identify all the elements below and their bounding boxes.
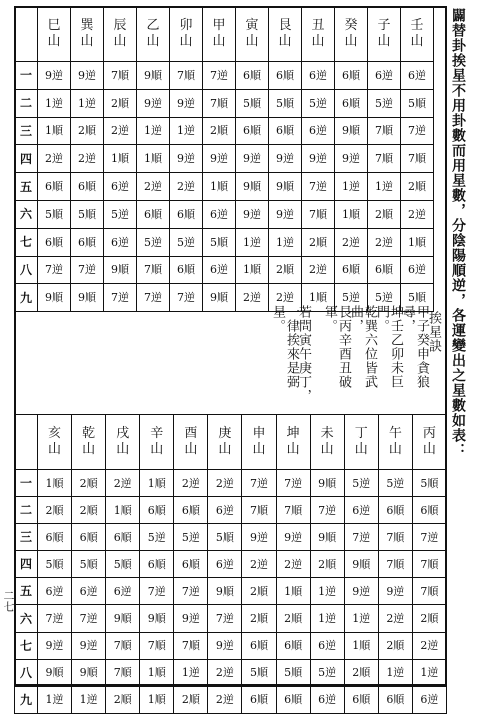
table-cell: 9逆 xyxy=(137,89,170,117)
table-cell: 9逆 xyxy=(302,145,335,173)
table-cell: 7逆 xyxy=(401,117,434,145)
table-cell: 6逆 xyxy=(203,256,236,284)
table-cell: 6順 xyxy=(174,551,208,578)
table-cell: 6逆 xyxy=(412,686,446,713)
table-cell: 9逆 xyxy=(335,145,368,173)
table-cell: 6順 xyxy=(71,173,104,201)
col-header: 未 山 xyxy=(310,415,344,470)
page-number: 二七 xyxy=(2,590,15,612)
table-cell: 7逆 xyxy=(276,470,310,497)
table-cell: 2逆 xyxy=(71,145,104,173)
bottom-table-header-row xyxy=(15,415,447,470)
table-cell: 6逆 xyxy=(310,686,344,713)
table-cell: 6順 xyxy=(140,551,174,578)
col-header: 亥 山 xyxy=(38,415,72,470)
table-cell: 6逆 xyxy=(203,200,236,228)
table-row xyxy=(15,62,434,90)
table-cell: 9逆 xyxy=(236,200,269,228)
table-row xyxy=(15,605,447,632)
table-cell: 6順 xyxy=(38,173,71,201)
table-cell: 2逆 xyxy=(276,551,310,578)
table-row xyxy=(15,256,434,284)
table-cell: 2逆 xyxy=(137,173,170,201)
table-cell: 5逆 xyxy=(174,524,208,551)
table-cell: 6順 xyxy=(335,89,368,117)
row-header: 三 xyxy=(15,117,38,145)
table-row xyxy=(15,470,447,497)
table-cell: 7順 xyxy=(203,89,236,117)
table-cell: 6順 xyxy=(269,62,302,90)
table-cell: 5順 xyxy=(106,551,140,578)
col-header: 乾 山 xyxy=(72,415,106,470)
table-cell: 9逆 xyxy=(38,62,71,90)
table-cell: 6順 xyxy=(242,686,276,713)
table-cell: 6順 xyxy=(368,256,401,284)
table-cell: 6順 xyxy=(269,117,302,145)
table-row xyxy=(15,551,447,578)
table-cell: 6順 xyxy=(276,686,310,713)
table-cell: 6逆 xyxy=(401,62,434,90)
col-header: 坤 山 xyxy=(276,415,310,470)
table-row xyxy=(15,659,447,686)
table-cell: 7逆 xyxy=(310,497,344,524)
table-cell: 6順 xyxy=(72,524,106,551)
table-cell: 1逆 xyxy=(378,659,412,686)
top-star-table xyxy=(14,6,434,312)
table-cell: 9逆 xyxy=(72,632,106,659)
table-cell: 7逆 xyxy=(71,256,104,284)
table-cell: 7逆 xyxy=(412,524,446,551)
table-cell: 1順 xyxy=(38,117,71,145)
table-cell: 1順 xyxy=(335,200,368,228)
table-cell: 9順 xyxy=(208,578,242,605)
table-cell: 1順 xyxy=(140,686,174,713)
table-cell: 1順 xyxy=(140,659,174,686)
table-cell: 6順 xyxy=(378,497,412,524)
table-cell: 5順 xyxy=(236,89,269,117)
verse-line: 艮丙辛酉丑破軍。 xyxy=(322,305,351,389)
verse-line: 若問寅午庚丁， xyxy=(296,305,311,403)
table-row xyxy=(15,228,434,256)
table-cell: 7順 xyxy=(378,551,412,578)
col-header: 辰 山 xyxy=(104,7,137,62)
table-cell: 9順 xyxy=(344,551,378,578)
table-cell: 2順 xyxy=(269,256,302,284)
table-cell: 6順 xyxy=(412,497,446,524)
table-cell: 9逆 xyxy=(378,578,412,605)
table-cell: 7順 xyxy=(276,497,310,524)
col-header: 癸 山 xyxy=(335,7,368,62)
col-header: 申 山 xyxy=(242,415,276,470)
col-header: 巳 山 xyxy=(38,7,71,62)
table-cell: 9順 xyxy=(71,284,104,312)
table-cell: 9逆 xyxy=(208,632,242,659)
table-cell: 5順 xyxy=(401,284,434,312)
col-header: 丑 山 xyxy=(302,7,335,62)
col-header: 辛 山 xyxy=(140,415,174,470)
table-cell: 9順 xyxy=(140,605,174,632)
table-cell: 7逆 xyxy=(38,256,71,284)
row-header: 七 xyxy=(15,228,38,256)
table-cell: 5順 xyxy=(269,89,302,117)
table-cell: 9順 xyxy=(72,659,106,686)
table-cell: 1逆 xyxy=(38,686,72,713)
table-cell: 2順 xyxy=(368,200,401,228)
table-cell: 5逆 xyxy=(170,228,203,256)
table-cell: 7逆 xyxy=(242,470,276,497)
table-cell: 1逆 xyxy=(310,578,344,605)
verse-line: 一律挨來是弼星。 xyxy=(270,305,299,389)
table-cell: 5順 xyxy=(276,659,310,686)
row-header: 四 xyxy=(15,145,38,173)
table-cell: 6逆 xyxy=(208,551,242,578)
table-cell: 6逆 xyxy=(72,578,106,605)
table-cell: 7順 xyxy=(106,659,140,686)
table-row xyxy=(15,632,447,659)
table-cell: 7順 xyxy=(412,578,446,605)
table-cell: 7順 xyxy=(412,551,446,578)
table-cell: 6順 xyxy=(335,62,368,90)
col-header: 壬 山 xyxy=(401,7,434,62)
col-header: 丙 山 xyxy=(412,415,446,470)
row-header: 五 xyxy=(15,173,38,201)
row-header: 九 xyxy=(15,284,38,312)
table-cell: 9逆 xyxy=(276,524,310,551)
row-header: 二 xyxy=(15,497,38,524)
table-row xyxy=(15,145,434,173)
table-cell: 9逆 xyxy=(38,632,72,659)
col-header: 酉 山 xyxy=(174,415,208,470)
table-cell: 7順 xyxy=(174,632,208,659)
table-cell: 6順 xyxy=(236,117,269,145)
table-cell: 6逆 xyxy=(302,62,335,90)
table-cell: 6逆 xyxy=(208,497,242,524)
table-cell: 1順 xyxy=(106,497,140,524)
row-header: 一 xyxy=(15,470,38,497)
verse-title: 挨星訣 xyxy=(426,311,441,353)
row-header: 一 xyxy=(15,62,38,90)
table-cell: 5逆 xyxy=(335,284,368,312)
table-cell: 2逆 xyxy=(302,256,335,284)
table-cell: 7順 xyxy=(302,200,335,228)
verse-line: 坤壬乙卯未巨門。 xyxy=(374,305,403,389)
table-cell: 5順 xyxy=(72,551,106,578)
col-header: 午 山 xyxy=(378,415,412,470)
table-row xyxy=(15,578,447,605)
table-cell: 2逆 xyxy=(269,284,302,312)
table-cell: 9逆 xyxy=(269,200,302,228)
col-header: 丁 山 xyxy=(344,415,378,470)
table-cell: 6順 xyxy=(38,228,71,256)
table-cell: 5逆 xyxy=(104,200,137,228)
side-note: 闢替卦挨星不用卦數而用星數，分陰陽順逆，各運變出之星數如表： xyxy=(450,8,466,458)
table-cell: 2逆 xyxy=(236,284,269,312)
table-cell: 1逆 xyxy=(412,659,446,686)
table-cell: 9順 xyxy=(236,173,269,201)
table-cell: 6順 xyxy=(140,497,174,524)
col-header: 乙 山 xyxy=(137,7,170,62)
table-cell: 7逆 xyxy=(203,62,236,90)
table-cell: 5順 xyxy=(208,524,242,551)
corner-cell xyxy=(15,7,38,62)
table-cell: 2順 xyxy=(310,551,344,578)
table-cell: 5順 xyxy=(38,200,71,228)
row-header: 二 xyxy=(15,89,38,117)
table-cell: 1逆 xyxy=(137,117,170,145)
table-cell: 5逆 xyxy=(137,228,170,256)
table-cell: 1逆 xyxy=(269,228,302,256)
table-cell: 6順 xyxy=(378,686,412,713)
table-cell: 6順 xyxy=(236,62,269,90)
col-header: 艮 山 xyxy=(269,7,302,62)
table-cell: 2逆 xyxy=(335,228,368,256)
table-cell: 6逆 xyxy=(310,632,344,659)
table-cell: 5逆 xyxy=(378,470,412,497)
table-cell: 9順 xyxy=(310,524,344,551)
verse-line: 甲子癸申貪狼尋， xyxy=(400,305,429,389)
row-header: 八 xyxy=(15,256,38,284)
table-cell: 1順 xyxy=(140,470,174,497)
table-cell: 2順 xyxy=(71,117,104,145)
col-header: 甲 山 xyxy=(203,7,236,62)
table-row xyxy=(15,173,434,201)
table-cell: 2逆 xyxy=(242,551,276,578)
table-cell: 6順 xyxy=(170,256,203,284)
table-cell: 5順 xyxy=(412,470,446,497)
table-cell: 1順 xyxy=(401,228,434,256)
table-cell: 2逆 xyxy=(368,228,401,256)
col-header: 寅 山 xyxy=(236,7,269,62)
table-cell: 9逆 xyxy=(344,578,378,605)
table-cell: 6逆 xyxy=(104,173,137,201)
table-cell: 9逆 xyxy=(174,605,208,632)
table-cell: 7順 xyxy=(368,117,401,145)
table-cell: 5逆 xyxy=(310,659,344,686)
row-header: 三 xyxy=(15,524,38,551)
table-cell: 9順 xyxy=(269,173,302,201)
table-cell: 9順 xyxy=(335,117,368,145)
table-cell: 2順 xyxy=(72,470,106,497)
table-cell: 5順 xyxy=(38,551,72,578)
table-cell: 5逆 xyxy=(140,524,174,551)
table-cell: 5逆 xyxy=(368,284,401,312)
table-cell: 1逆 xyxy=(335,173,368,201)
col-header: 卯 山 xyxy=(170,7,203,62)
table-cell: 1順 xyxy=(276,578,310,605)
table-cell: 7逆 xyxy=(302,173,335,201)
table-cell: 6順 xyxy=(174,497,208,524)
table-row xyxy=(15,200,434,228)
table-cell: 1順 xyxy=(104,145,137,173)
table-cell: 7順 xyxy=(104,62,137,90)
table-cell: 7順 xyxy=(242,497,276,524)
table-cell: 2順 xyxy=(242,578,276,605)
table-cell: 2逆 xyxy=(412,632,446,659)
table-cell: 2順 xyxy=(104,89,137,117)
table-cell: 7逆 xyxy=(344,524,378,551)
table-cell: 2逆 xyxy=(104,117,137,145)
table-cell: 2順 xyxy=(302,228,335,256)
corner-cell xyxy=(15,415,38,470)
table-cell: 2順 xyxy=(242,605,276,632)
col-header: 戌 山 xyxy=(106,415,140,470)
table-cell: 5逆 xyxy=(302,89,335,117)
table-cell: 5順 xyxy=(242,659,276,686)
table-cell: 7逆 xyxy=(137,284,170,312)
row-header: 六 xyxy=(15,605,38,632)
table-cell: 6逆 xyxy=(302,117,335,145)
table-cell: 9逆 xyxy=(170,89,203,117)
table-cell: 2順 xyxy=(106,686,140,713)
table-cell: 9順 xyxy=(104,256,137,284)
verse-line: 乾巽六位皆武曲， xyxy=(348,305,377,389)
table-cell: 7順 xyxy=(137,256,170,284)
table-cell: 2逆 xyxy=(378,605,412,632)
table-cell: 2順 xyxy=(412,605,446,632)
table-cell: 6逆 xyxy=(368,62,401,90)
table-cell: 9順 xyxy=(106,605,140,632)
table-cell: 1順 xyxy=(38,470,72,497)
table-cell: 1順 xyxy=(302,284,335,312)
table-cell: 2逆 xyxy=(38,145,71,173)
col-header: 巽 山 xyxy=(71,7,104,62)
table-cell: 2逆 xyxy=(208,686,242,713)
table-cell: 6順 xyxy=(106,524,140,551)
table-cell: 1逆 xyxy=(344,605,378,632)
table-row xyxy=(15,497,447,524)
table-cell: 7順 xyxy=(140,632,174,659)
table-row xyxy=(15,89,434,117)
row-header: 七 xyxy=(15,632,38,659)
table-cell: 2逆 xyxy=(170,173,203,201)
table-cell: 1逆 xyxy=(170,117,203,145)
table-cell: 2逆 xyxy=(401,200,434,228)
row-header: 九 xyxy=(15,686,38,713)
table-cell: 9逆 xyxy=(269,145,302,173)
table-cell: 1逆 xyxy=(236,228,269,256)
table-cell: 7逆 xyxy=(208,605,242,632)
table-cell: 1逆 xyxy=(174,659,208,686)
row-header: 四 xyxy=(15,551,38,578)
table-cell: 6順 xyxy=(137,200,170,228)
table-cell: 7順 xyxy=(170,62,203,90)
table-cell: 2順 xyxy=(344,659,378,686)
table-cell: 9逆 xyxy=(170,145,203,173)
table-cell: 6逆 xyxy=(104,228,137,256)
table-cell: 9順 xyxy=(203,284,236,312)
table-cell: 5順 xyxy=(401,89,434,117)
table-cell: 1順 xyxy=(236,256,269,284)
col-header: 庚 山 xyxy=(208,415,242,470)
table-cell: 2逆 xyxy=(208,659,242,686)
table-cell: 2順 xyxy=(203,117,236,145)
bottom-star-table xyxy=(14,414,447,714)
table-cell: 6順 xyxy=(242,632,276,659)
table-cell: 2順 xyxy=(38,497,72,524)
verse-area xyxy=(14,305,447,415)
table-cell: 9逆 xyxy=(242,524,276,551)
row-header: 六 xyxy=(15,200,38,228)
table-cell: 1順 xyxy=(344,632,378,659)
table-cell: 6順 xyxy=(38,524,72,551)
table-cell: 6逆 xyxy=(106,578,140,605)
table-cell: 1逆 xyxy=(72,686,106,713)
table-cell: 9順 xyxy=(310,470,344,497)
table-cell: 7逆 xyxy=(174,578,208,605)
table-cell: 6順 xyxy=(170,200,203,228)
table-cell: 7逆 xyxy=(72,605,106,632)
table-cell: 1逆 xyxy=(71,89,104,117)
table-cell: 1順 xyxy=(203,173,236,201)
table-cell: 1順 xyxy=(137,145,170,173)
table-cell: 2逆 xyxy=(208,470,242,497)
table-cell: 5順 xyxy=(203,228,236,256)
table-cell: 2順 xyxy=(401,173,434,201)
table-cell: 9順 xyxy=(38,284,71,312)
table-cell: 9逆 xyxy=(203,145,236,173)
table-cell: 6逆 xyxy=(401,256,434,284)
table-cell: 7順 xyxy=(106,632,140,659)
table-row xyxy=(15,117,434,145)
table-cell: 2逆 xyxy=(174,470,208,497)
table-row xyxy=(15,686,447,713)
table-cell: 7順 xyxy=(401,145,434,173)
table-cell: 2順 xyxy=(378,632,412,659)
table-cell: 1逆 xyxy=(310,605,344,632)
table-cell: 9順 xyxy=(137,62,170,90)
table-cell: 6順 xyxy=(276,632,310,659)
table-cell: 6逆 xyxy=(344,497,378,524)
table-cell: 2順 xyxy=(72,497,106,524)
table-cell: 6逆 xyxy=(38,578,72,605)
table-cell: 1逆 xyxy=(368,173,401,201)
col-header: 子 山 xyxy=(368,7,401,62)
table-cell: 6順 xyxy=(335,256,368,284)
table-cell: 5逆 xyxy=(368,89,401,117)
table-row xyxy=(15,524,447,551)
table-cell: 5順 xyxy=(71,200,104,228)
table-cell: 9逆 xyxy=(236,145,269,173)
table-cell: 2順 xyxy=(174,686,208,713)
row-header: 五 xyxy=(15,578,38,605)
table-cell: 5逆 xyxy=(344,470,378,497)
table-cell: 6順 xyxy=(344,686,378,713)
table-cell: 9順 xyxy=(38,659,72,686)
table-cell: 2順 xyxy=(276,605,310,632)
table-cell: 7逆 xyxy=(140,578,174,605)
table-cell: 1逆 xyxy=(38,89,71,117)
table-cell: 7順 xyxy=(368,145,401,173)
row-header: 八 xyxy=(15,659,38,686)
table-cell: 7逆 xyxy=(38,605,72,632)
table-cell: 7順 xyxy=(378,524,412,551)
table-cell: 2逆 xyxy=(106,470,140,497)
top-table-header-row xyxy=(15,7,434,62)
table-cell: 7逆 xyxy=(170,284,203,312)
table-cell: 6順 xyxy=(71,228,104,256)
table-cell: 9逆 xyxy=(71,62,104,90)
table-cell: 7逆 xyxy=(104,284,137,312)
